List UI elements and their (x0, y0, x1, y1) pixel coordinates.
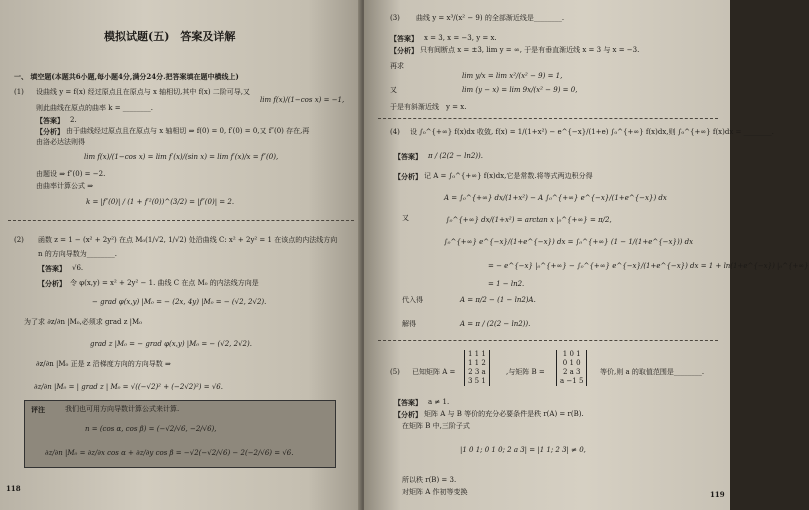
left-page (0, 0, 362, 510)
q4-eq1: A = ∫₀^{+∞} dx/(1+x²) − A ∫₀^{+∞} e^{−x}/(1+e^{−x}) dx (444, 194, 667, 202)
right-page (364, 0, 809, 510)
q4-line3: 代入得 (402, 296, 423, 304)
q2-eq2: grad z |M₀ = − grad φ(x,y) |M₀ = − (√2, 2√2). (90, 340, 252, 348)
q4-analysis: 记 A = ∫₀^{+∞} f(x)dx,它是常数.将等式两边积分得 (424, 172, 593, 180)
q4-line2: 又 (402, 214, 409, 222)
matrix-a (464, 350, 490, 386)
q2-eq3: ∂z/∂n |M₀ = | grad z | M₀ = √((−√2)² + (−2√2)²) = √6. (34, 383, 223, 391)
divider (378, 118, 718, 119)
q3-line2: 再求 (390, 62, 404, 70)
q5-stem-mid: ,与矩阵 B = (506, 368, 545, 376)
q4-stem: 设 ∫₀^{+∞} f(x)dx 收敛, f(x) = 1/(1+x²) − e^{−x}/(1+e) ∫₀^{+∞} f(x)dx,则 ∫₀^{+∞} f(x)dx = ________. (410, 128, 774, 136)
q1-line4: 由曲率计算公式 ⇒ (36, 182, 94, 190)
comment-eq1: n = (cos α, cos β) = (−√2/√6, −2/√6), (85, 425, 217, 433)
q5-analysis-label: 【分析】 (394, 410, 422, 419)
q4-eq4: = − e^{−x} |₀^{+∞} − ∫₀^{+∞} e^{−x}/(1+e^{−x}) dx = 1 + ln(1+e^{−x}) |₀^{+∞} (488, 262, 809, 270)
matrix-b (556, 350, 587, 386)
q5-answer-label: 【答案】 (394, 398, 422, 407)
comment-text: 我们也可用方向导数计算公式来计算. (65, 405, 180, 413)
q5-number: (5) (390, 368, 400, 376)
q2-line3: ∂z/∂n |M₀ 正是 z 沿梯度方向的方向导数 ⇒ (36, 360, 171, 368)
q1-answer-label: 【答案】 (36, 116, 64, 125)
matrix-b-row: 0 1 0 (562, 359, 581, 367)
page-title: 模拟试题(五) 答案及详解 (104, 30, 236, 43)
q3-line4: 于是有斜渐近线 y = x. (390, 103, 467, 111)
q1-eq1: lim f(x)/(1−cos x) = lim f′(x)/(sin x) = lim f′(x)/x = f″(0), (84, 153, 279, 161)
q5-line4: 对矩阵 A 作初等变换 (402, 488, 468, 496)
matrix-a-row: 1 1 1 (468, 350, 486, 358)
q1-limit: lim f(x)/(1−cos x) = −1, (260, 96, 345, 104)
q1-stem: 设曲线 y = f(x) 经过原点且在原点与 x 轴相切,其中 f(x) 二阶可导,又 (36, 88, 251, 96)
comment-box (24, 400, 336, 468)
matrix-b-row: 2 a 3 (562, 368, 581, 376)
q4-line4: 解得 (402, 320, 416, 328)
q4-eq6: A = π/2 − (1 − ln2)A. (460, 296, 536, 304)
q2-answer: √6. (72, 264, 84, 272)
q2-analysis-label: 【分析】 (38, 279, 66, 288)
q1-eq2: k = |f″(0)| / (1 + f′²(0))^(3/2) = |f″(0)| = 2. (86, 198, 235, 206)
page-number: 119 (710, 490, 725, 499)
q5-line3: 所以秩 r(B) = 3. (402, 476, 457, 484)
divider (8, 220, 354, 221)
q3-analysis-label: 【分析】 (390, 46, 418, 55)
q5-line2: 在矩阵 B 中,三阶子式 (402, 422, 470, 430)
q4-eq7: A = π / (2(2 − ln2)). (460, 320, 531, 328)
matrix-a-row: 1 1 2 (468, 359, 486, 367)
q1-analysis: 由于曲线经过原点且在原点与 x 轴相切 ⇒ f(0) = 0, f′(0) = 0,又 f″(0) 存在,再 (66, 127, 310, 135)
q5-stem-pre: 已知矩阵 A = (412, 368, 456, 376)
q4-answer-label: 【答案】 (394, 152, 422, 161)
q1-line3: 由题设 ⇒ f″(0) = −2. (36, 170, 106, 178)
q3-number: (3) (390, 14, 400, 22)
q2-eq1: − grad φ(x,y) |M₀ = − (2x, 4y) |M₀ = − (√2, 2√2). (92, 298, 267, 306)
q3-eq1: lim y/x = lim x²/(x² − 9) = 1, (462, 72, 563, 80)
q2-stem: 函数 z = 1 − (x² + 2y²) 在点 M₀(1/√2, 1/√2) 处沿曲线 C: x² + 2y² = 1 在该点的内法线方向 (38, 236, 338, 244)
q3-line3: 又 (390, 86, 397, 94)
q5-minor: |1 0 1; 0 1 0; 2 a 3| = |1 1; 2 3| ≠ 0, (460, 446, 586, 454)
q2-number: (2) (14, 236, 24, 244)
q3-analysis: 只有间断点 x = ±3, lim y = ∞, 于是有垂直渐近线 x = 3 与 x = −3. (420, 46, 640, 54)
q3-answer-label: 【答案】 (390, 34, 418, 43)
q1-line2: 由洛必达法则得 (36, 138, 85, 146)
q1-number: (1) (14, 88, 24, 96)
comment-eq2: ∂z/∂n |M₀ = ∂z/∂x cos α + ∂z/∂y cos β = −√2(−√2/√6) − 2(−2/√6) = √6. (45, 449, 294, 457)
q3-stem: 曲线 y = x³/(x² − 9) 的全部渐近线是________. (416, 14, 565, 22)
q4-answer: π / (2(2 − ln2)). (428, 152, 483, 160)
matrix-b-row: 1 0 1 (562, 350, 581, 358)
q1-analysis-label: 【分析】 (36, 127, 64, 136)
matrix-a-row: 3 5 1 (468, 377, 486, 385)
q2-analysis: 令 φ(x,y) = x² + 2y² − 1. 曲线 C 在点 M₀ 的内法线方向是 (70, 279, 259, 287)
page-number: 118 (6, 484, 21, 493)
q4-eq2: ∫₀^{+∞} dx/(1+x²) = arctan x |₀^{+∞} = π/2, (446, 216, 612, 224)
q4-eq3: ∫₀^{+∞} e^{−x}/(1+e^{−x}) dx = ∫₀^{+∞} (1 − 1/(1+e^{−x})) dx (444, 238, 694, 246)
q2-line2: 为了求 ∂z/∂n |M₀,必须求 grad z |M₀ (24, 318, 142, 326)
divider (378, 340, 718, 341)
q1-ask: 则此曲线在原点的曲率 k = ________. (36, 104, 154, 112)
matrix-a-row: 2 3 a (468, 368, 486, 376)
section-heading: 一、 填空题(本题共6小题,每小题4分,满分24分.把答案填在题中横线上) (14, 72, 239, 81)
q5-analysis: 矩阵 A 与 B 等价的充分必要条件是秩 r(A) = r(B). (424, 410, 584, 418)
q4-analysis-label: 【分析】 (394, 172, 422, 181)
comment-label: 评注 (31, 405, 45, 414)
q5-answer: a ≠ 1. (428, 398, 450, 406)
q3-eq2: lim (y − x) = lim 9x/(x² − 9) = 0, (462, 86, 578, 94)
q3-answer: x = 3, x = −3, y = x. (424, 34, 497, 42)
q4-number: (4) (390, 128, 400, 136)
q5-stem-post: 等价,则 a 的取值范围是________. (600, 368, 705, 376)
q1-answer: 2. (70, 116, 77, 124)
matrix-b-row: a −1 5 (560, 377, 584, 385)
q2-stem2: n 的方向导数为________. (38, 250, 117, 258)
q4-eq5: = 1 − ln2. (488, 280, 525, 288)
q2-answer-label: 【答案】 (38, 264, 66, 273)
